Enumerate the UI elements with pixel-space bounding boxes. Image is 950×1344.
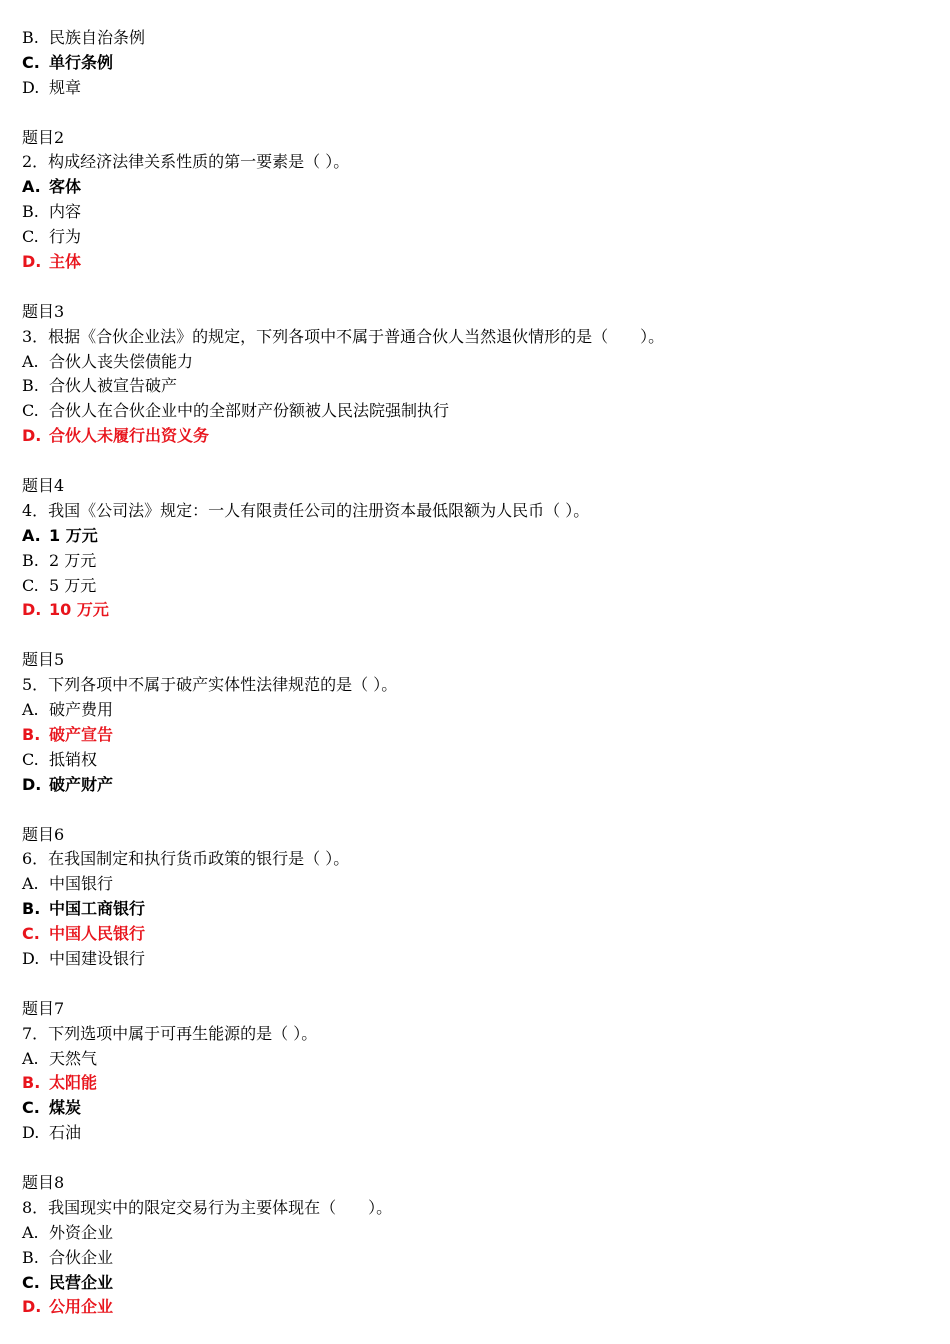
option-answer <box>22 250 922 275</box>
option-letter: C. <box>22 227 39 247</box>
option-letter: D. <box>22 1297 42 1317</box>
option <box>22 225 922 250</box>
option <box>22 51 922 76</box>
option-letter: D. <box>22 252 42 272</box>
option-text: 民营企业 <box>49 1272 114 1292</box>
option-letter: D. <box>22 774 42 794</box>
option-answer <box>22 424 922 449</box>
question-stem: 4．我国《公司法》规定：一人有限责任公司的注册资本最低限额为人民币（ ）。 <box>22 500 590 520</box>
option-text: 石油 <box>49 1123 82 1143</box>
option <box>22 350 922 375</box>
option <box>22 26 922 51</box>
option-letter: C. <box>22 1098 40 1118</box>
option <box>22 574 922 599</box>
question-stem: 7．下列选项中属于可再生能源的是（ ）。 <box>22 1023 318 1043</box>
option-letter: A. <box>22 351 39 371</box>
question-block <box>22 798 922 972</box>
option-letter: D. <box>22 948 40 968</box>
question-heading: 题目5 <box>22 650 65 670</box>
spacer <box>22 275 922 300</box>
option-text: 抵销权 <box>49 749 98 769</box>
question-block <box>22 972 922 1146</box>
option-text: 客体 <box>49 177 82 197</box>
option-text: 5 万元 <box>49 575 97 595</box>
option-letter: A. <box>22 1048 39 1068</box>
option <box>22 698 922 723</box>
option-text: 中国人民银行 <box>49 924 146 944</box>
option-answer <box>22 922 922 947</box>
option-letter: B. <box>22 376 39 396</box>
question-stem: 8．我国现实中的限定交易行为主要体现在（ ）。 <box>22 1197 393 1217</box>
option-letter: C. <box>22 52 40 72</box>
question-heading: 题目2 <box>22 127 65 147</box>
option-text: 合伙人丧失偿债能力 <box>49 351 194 371</box>
option <box>22 872 922 897</box>
question-stem: 3．根据《合伙企业法》的规定，下列各项中不属于普通合伙人当然退伙情形的是（ ）。 <box>22 326 665 346</box>
option-letter: B. <box>22 550 39 570</box>
option-letter: B. <box>22 899 41 919</box>
option <box>22 1221 922 1246</box>
option-text: 外资企业 <box>49 1222 114 1242</box>
option <box>22 773 922 798</box>
option-text: 破产费用 <box>49 700 114 720</box>
option-letter: A. <box>22 1222 39 1242</box>
question-block <box>22 275 922 449</box>
option <box>22 524 922 549</box>
option <box>22 549 922 574</box>
option-text: 内容 <box>49 202 82 222</box>
question-stem: 2．构成经济法律关系性质的第一要素是（ ）。 <box>22 152 350 172</box>
option <box>22 1246 922 1271</box>
question-block <box>22 26 922 101</box>
question-heading: 题目4 <box>22 476 65 496</box>
option-letter: C. <box>22 401 39 421</box>
option-text: 1 万元 <box>49 525 98 545</box>
option <box>22 399 922 424</box>
spacer <box>22 623 922 648</box>
option-letter: A. <box>22 177 41 197</box>
option-text: 10 万元 <box>49 600 109 620</box>
option-letter: C. <box>22 575 39 595</box>
option-text: 中国建设银行 <box>49 948 146 968</box>
option-letter: A. <box>22 700 39 720</box>
question-block <box>22 449 922 623</box>
question-stem: 5．下列各项中不属于破产实体性法律规范的是（ ）。 <box>22 675 398 695</box>
option <box>22 1271 922 1296</box>
option-answer <box>22 598 922 623</box>
option <box>22 76 922 101</box>
option <box>22 175 922 200</box>
spacer <box>22 101 922 126</box>
question-heading: 题目8 <box>22 1172 65 1192</box>
option-letter: D. <box>22 600 42 620</box>
option-letter: D. <box>22 77 40 97</box>
option-letter: B. <box>22 1247 39 1267</box>
option <box>22 947 922 972</box>
option-text: 规章 <box>49 77 82 97</box>
option-text: 主体 <box>49 252 82 272</box>
option <box>22 200 922 225</box>
option-letter: B. <box>22 1073 41 1093</box>
option-text: 公用企业 <box>49 1297 114 1317</box>
option-text: 民族自治条例 <box>49 28 146 47</box>
option-letter: C. <box>22 749 39 769</box>
option-letter: C. <box>22 924 40 944</box>
option-letter: A. <box>22 525 41 545</box>
spacer <box>22 972 922 997</box>
option-text: 煤炭 <box>49 1098 82 1118</box>
spacer <box>22 449 922 474</box>
document-body <box>22 26 922 1320</box>
option-answer <box>22 1295 922 1320</box>
option-answer <box>22 723 922 748</box>
question-block <box>22 101 922 275</box>
option-text: 破产宣告 <box>49 724 114 744</box>
option <box>22 1121 922 1146</box>
option-letter: B. <box>22 202 39 222</box>
option-text: 2 万元 <box>49 550 97 570</box>
question-heading: 题目7 <box>22 998 65 1018</box>
option-text: 合伙人在合伙企业中的全部财产份额被人民法院强制执行 <box>49 401 450 421</box>
option <box>22 897 922 922</box>
option <box>22 1096 922 1121</box>
option-letter: D. <box>22 1123 40 1143</box>
question-heading: 题目6 <box>22 824 65 844</box>
option-text: 合伙企业 <box>49 1247 114 1267</box>
question-stem: 6．在我国制定和执行货币政策的银行是（ ）。 <box>22 849 350 869</box>
option-text: 中国银行 <box>49 874 114 894</box>
question-block <box>22 1146 922 1320</box>
option-text: 破产财产 <box>49 774 114 794</box>
option-text: 太阳能 <box>49 1073 98 1093</box>
option-text: 天然气 <box>49 1048 98 1068</box>
option-text: 合伙人被宣告破产 <box>49 376 178 396</box>
option-letter: A. <box>22 874 39 894</box>
question-block <box>22 623 922 797</box>
option-letter: C. <box>22 1272 40 1292</box>
option-letter: B. <box>22 28 39 47</box>
spacer <box>22 798 922 823</box>
question-heading: 题目3 <box>22 301 65 321</box>
option <box>22 374 922 399</box>
option-text: 单行条例 <box>49 52 114 72</box>
spacer <box>22 1146 922 1171</box>
option-text: 合伙人未履行出资义务 <box>49 426 210 446</box>
option-letter: B. <box>22 724 41 744</box>
option <box>22 748 922 773</box>
option-letter: D. <box>22 426 42 446</box>
option-text: 行为 <box>49 227 82 247</box>
option <box>22 1047 922 1072</box>
option-text: 中国工商银行 <box>49 899 146 919</box>
option-answer <box>22 1071 922 1096</box>
